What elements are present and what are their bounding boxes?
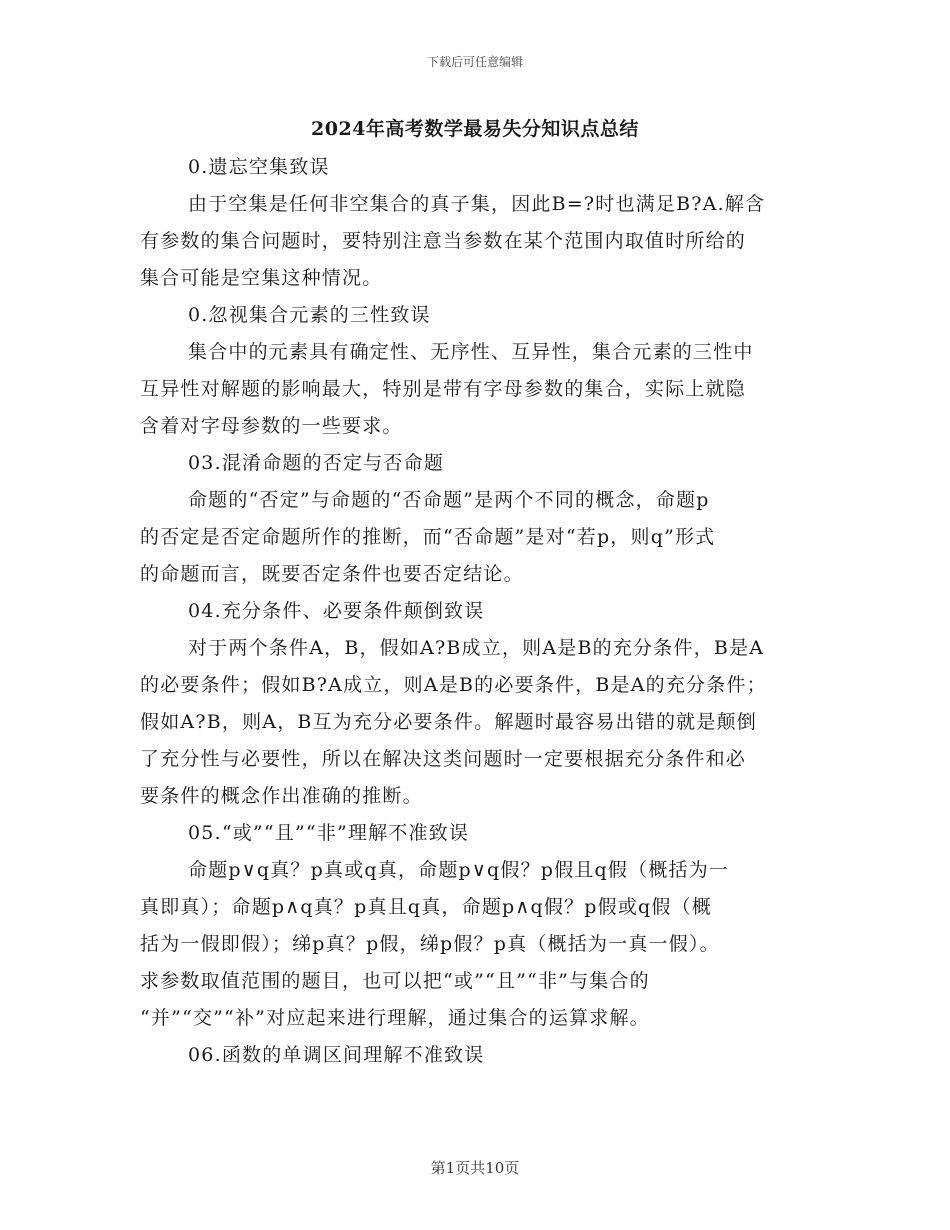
- section-heading: 0.忽视集合元素的三性致误: [188, 304, 431, 326]
- section-heading: 04.充分条件、必要条件颠倒致误: [188, 600, 485, 622]
- paragraph-line: 有参数的集合问题时，要特别注意当参数在某个范围内取值时所给的: [140, 230, 747, 252]
- section-heading: 05.“或”“且”“非”理解不准致误: [188, 822, 470, 844]
- paragraph-line: 集合中的元素具有确定性、无序性、互异性，集合元素的三性中: [188, 341, 754, 363]
- paragraph-line: 由于空集是任何非空集合的真子集，因此B=?时也满足B?A.解含: [188, 193, 766, 215]
- paragraph-line: 命题的“否定”与命题的“否命题”是两个不同的概念，命题p: [188, 489, 710, 511]
- paragraph-line: 的命题而言，既要否定条件也要否定结论。: [140, 563, 524, 585]
- paragraph-line: 对于两个条件A，B，假如A?B成立，则A是B的充分条件，B是A: [188, 637, 765, 659]
- paragraph-line: 了充分性与必要性，所以在解决这类问题时一定要根据充分条件和必: [140, 748, 747, 770]
- paragraph-line: 互异性对解题的影响最大，特别是带有字母参数的集合，实际上就隐: [140, 378, 747, 400]
- document-title: 2024年高考数学最易失分知识点总结: [311, 118, 639, 140]
- paragraph-line: 真即真）；命题p∧q真？p真且q真，命题p∧q假？p假或q假（概: [140, 896, 713, 918]
- paragraph-line: 求参数取值范围的题目，也可以把“或”“且”“非”与集合的: [140, 970, 650, 992]
- paragraph-line: 集合可能是空集这种情况。: [140, 267, 383, 289]
- section-heading: 0.遗忘空集致误: [188, 156, 330, 178]
- page-header: 下载后可任意编辑: [426, 55, 523, 69]
- paragraph-line: “并”“交”“补”对应起来进行理解，通过集合的运算求解。: [140, 1007, 650, 1029]
- paragraph-line: 命题p∨q真？p真或q真，命题p∨q假？p假且q假（概括为一: [188, 859, 730, 881]
- paragraph-line: 括为一假即假）；绨p真？p假，绨p假？p真（概括为一真一假）。: [140, 933, 720, 955]
- section-heading: 03.混淆命题的否定与否命题: [188, 452, 445, 474]
- paragraph-line: 含着对字母参数的一些要求。: [140, 415, 403, 437]
- section-heading: 06.函数的单调区间理解不准致误: [188, 1044, 485, 1066]
- page-footer: 第1页共10页: [430, 1159, 520, 1177]
- paragraph-line: 的否定是否定命题所作的推断，而“否命题”是对“若p，则q”形式: [140, 526, 716, 548]
- paragraph-line: 假如A?B，则A，B互为充分必要条件。解题时最容易出错的就是颠倒: [140, 711, 757, 733]
- paragraph-line: 的必要条件；假如B?A成立，则A是B的必要条件，B是A的充分条件；: [140, 674, 767, 696]
- paragraph-line: 要条件的概念作出准确的推断。: [140, 785, 423, 807]
- document-body: [140, 149, 810, 1074]
